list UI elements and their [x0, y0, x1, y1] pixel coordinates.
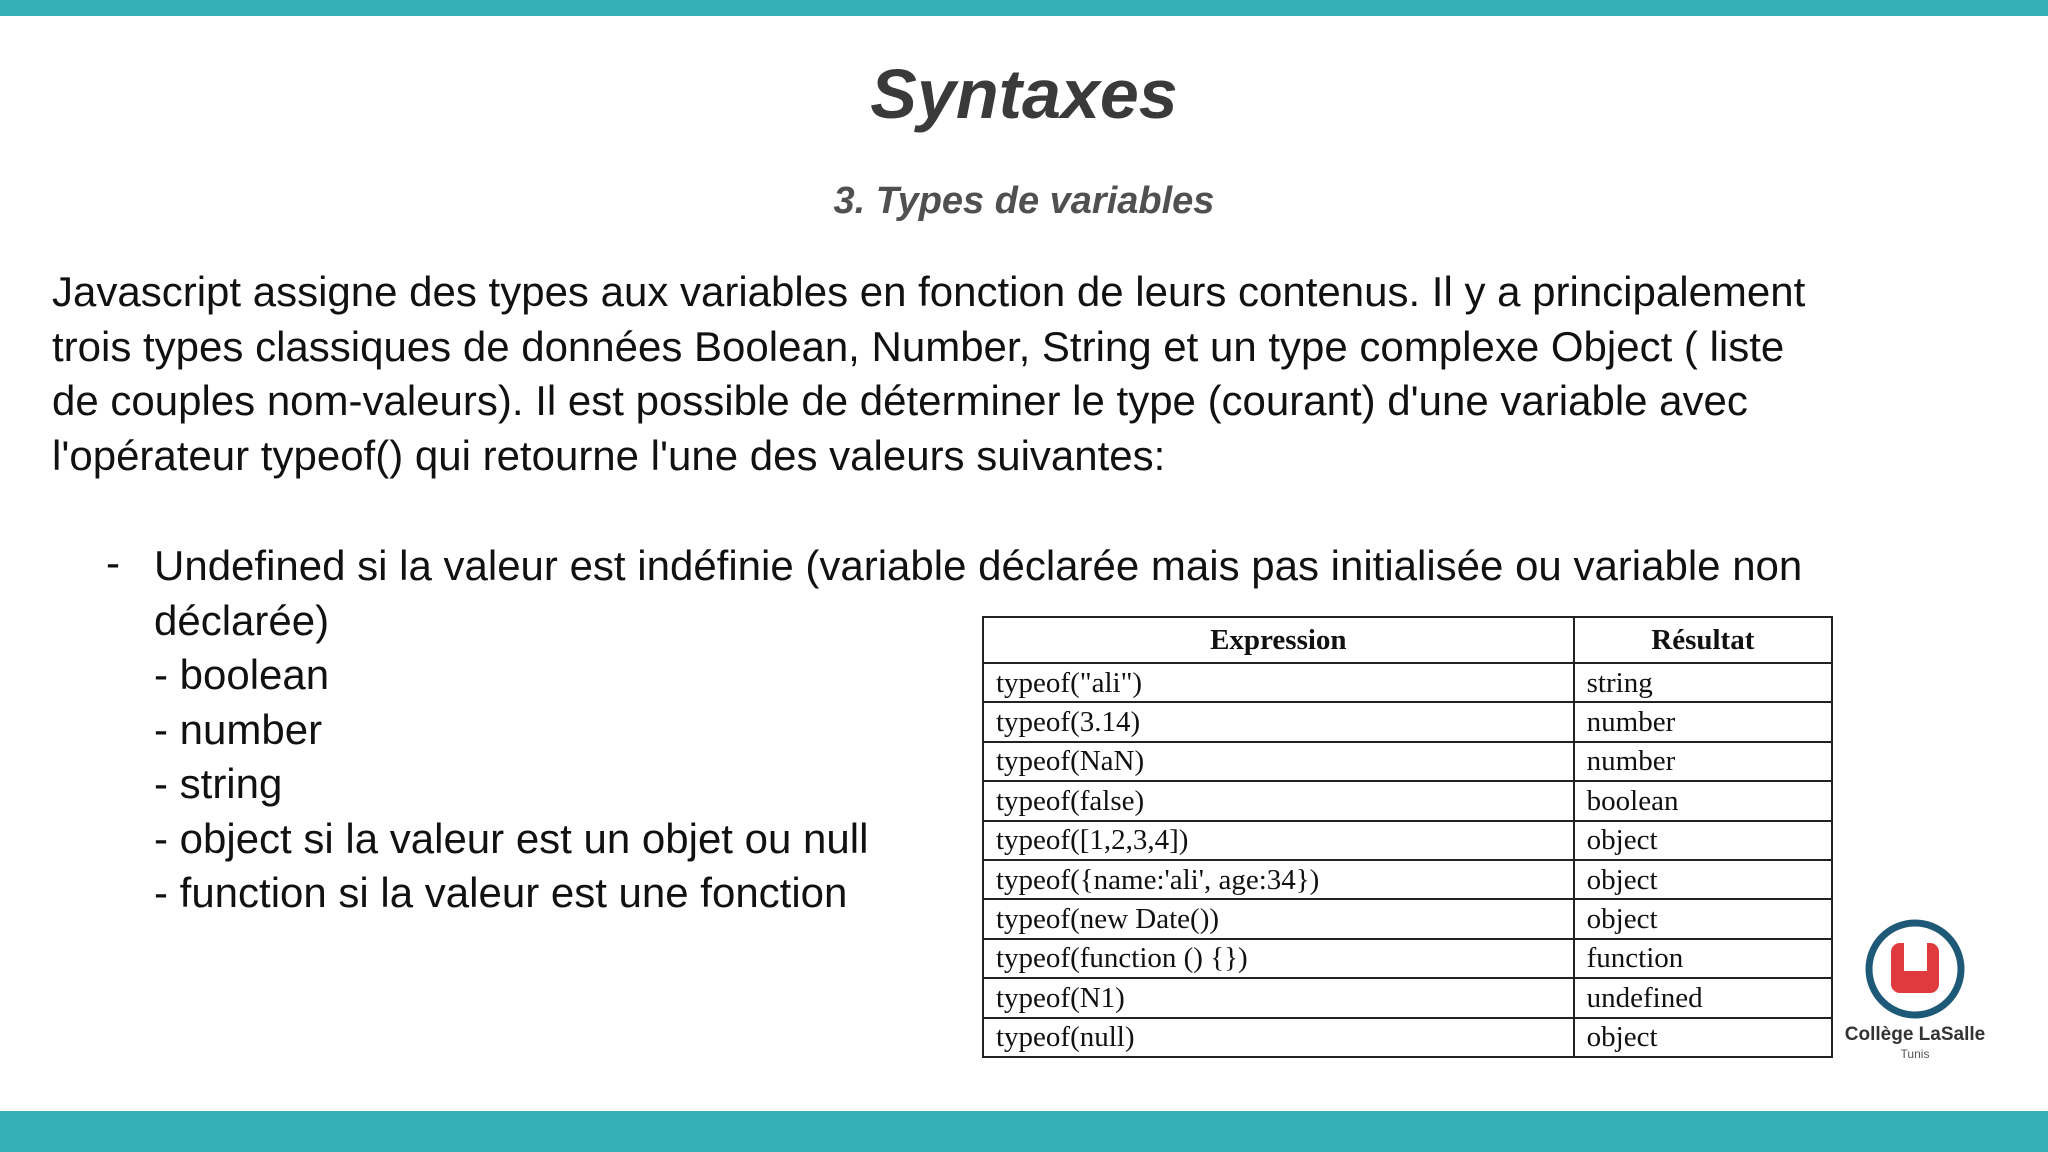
intro-line: Javascript assigne des types aux variables en fonction de leurs contenus. Il y a principalement — [52, 268, 1806, 315]
cell-expression: typeof(function () {}) — [983, 939, 1574, 978]
cell-result: number — [1574, 742, 1832, 781]
table-row — [983, 899, 1832, 938]
table-row — [983, 939, 1832, 978]
cell-result: string — [1574, 663, 1832, 702]
cell-expression: typeof(NaN) — [983, 742, 1574, 781]
cell-expression: typeof([1,2,3,4]) — [983, 821, 1574, 860]
table-row — [983, 663, 1832, 702]
intro-paragraph — [52, 265, 2012, 483]
top-accent-bar — [0, 0, 2048, 16]
cell-expression: typeof(3.14) — [983, 702, 1574, 741]
list-item: déclarée) — [154, 596, 330, 644]
slide-subtitle: 3. Types de variables — [833, 180, 1215, 222]
cell-result: object — [1574, 1018, 1832, 1057]
list-item: - boolean — [154, 651, 330, 698]
intro-line: de couples nom-valeurs). Il est possible de déterminer le type (courant) d'une variable avec — [52, 377, 1748, 424]
cell-result: object — [1574, 860, 1832, 899]
table-header-row — [983, 617, 1832, 663]
cell-expression: typeof("ali") — [983, 663, 1574, 702]
list-item: - string — [154, 760, 283, 807]
cell-expression: typeof(new Date()) — [983, 899, 1574, 938]
list-item: - function si la valeur est une fonction — [154, 869, 848, 916]
table-row — [983, 781, 1832, 820]
list-item: - number — [154, 705, 323, 753]
table-row — [983, 978, 1832, 1017]
bullet-marker: - — [106, 539, 120, 586]
logo-city: Tunis — [1900, 1047, 1930, 1061]
table-row — [983, 702, 1832, 741]
slide-title: Syntaxes — [870, 55, 1178, 133]
list-item: - object si la valeur est un objet ou null — [154, 814, 869, 862]
cell-result: undefined — [1574, 978, 1832, 1017]
cell-result: function — [1574, 939, 1832, 978]
list-item: Undefined si la valeur est indéfinie (variable déclarée mais pas initialisée ou variable non — [154, 542, 1803, 589]
cell-expression: typeof(null) — [983, 1018, 1574, 1057]
table-row — [983, 821, 1832, 860]
cell-result: number — [1574, 702, 1832, 741]
table-row — [983, 742, 1832, 781]
cell-expression: typeof(N1) — [983, 978, 1574, 1017]
bottom-accent-bar — [0, 1111, 2048, 1152]
cell-expression: typeof({name:'ali', age:34}) — [983, 860, 1574, 899]
header-expression: Expression — [983, 617, 1574, 663]
logo-name: Collège LaSalle — [1844, 1024, 1986, 1045]
table-row — [983, 1018, 1832, 1057]
cell-result: object — [1574, 821, 1832, 860]
typeof-table — [982, 616, 1833, 1058]
cell-expression: typeof(false) — [983, 781, 1574, 820]
cell-result: boolean — [1574, 781, 1832, 820]
cell-result: object — [1574, 899, 1832, 938]
header-result: Résultat — [1574, 617, 1832, 663]
intro-line: trois types classiques de données Boolean, Number, String et un type complexe Object ( liste — [52, 322, 1785, 370]
table-row — [983, 860, 1832, 899]
intro-line: l'opérateur typeof() qui retourne l'une des valeurs suivantes: — [52, 431, 1166, 479]
